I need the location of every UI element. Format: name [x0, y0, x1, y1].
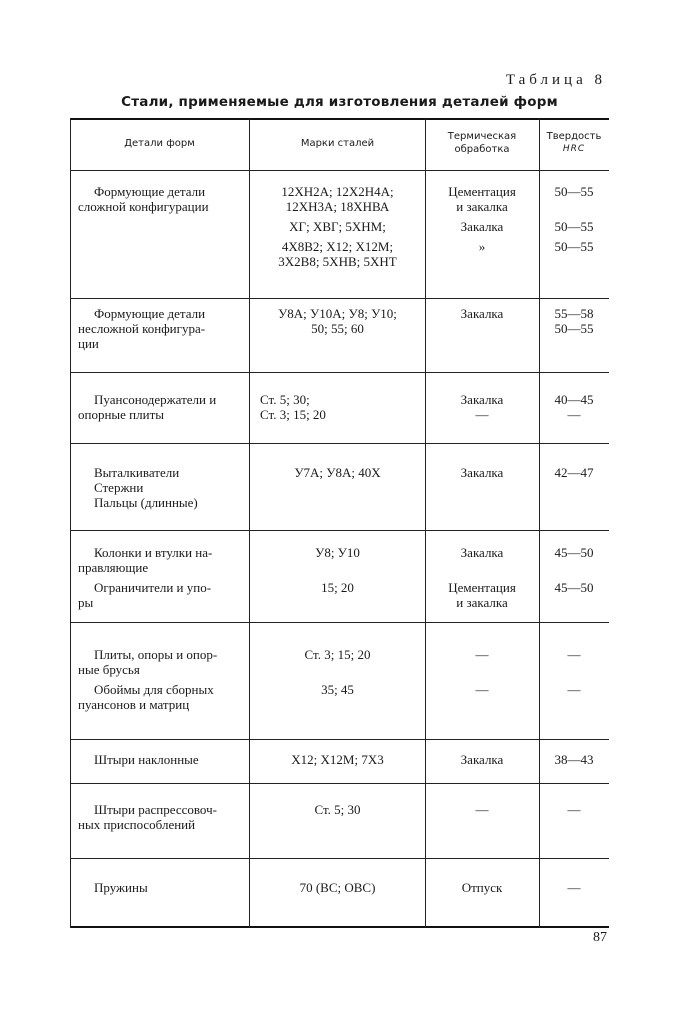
hardness-cell: —: [567, 880, 581, 895]
table-bottom-rule: [70, 926, 609, 928]
grade-cell: У8А; У10А; У8; У10; 50; 55; 60: [278, 306, 397, 336]
steel-table: [70, 118, 609, 928]
row-rule: [70, 622, 609, 623]
table-left-border: [70, 118, 71, 928]
table-label: Таблица 8: [505, 72, 606, 88]
hardness-cell: 42—47: [554, 465, 594, 480]
row-rule: [70, 858, 609, 859]
row-rule: [70, 298, 609, 299]
row-rule: [70, 443, 609, 444]
table-top-rule: [70, 118, 609, 120]
header-treatment: Термическая обработка: [447, 131, 517, 155]
row-rule: [70, 530, 609, 531]
hardness-cell: 38—43: [554, 752, 594, 767]
row-rule: [70, 783, 609, 784]
grade-cell: 70 (ВС; ОВС): [299, 880, 376, 895]
treatment-cell: —: [475, 802, 489, 817]
grade-cell: Ст. 5; 30: [314, 802, 361, 817]
hardness-cell: 45—50 45—50: [554, 545, 594, 595]
treatment-cell: — —: [475, 647, 489, 697]
grade-cell: 12ХН2А; 12Х2Н4А; 12ХН3А; 18ХНВА ХГ; ХВГ; 5ХНМ; 4Х8В2; Х12; Х12М; 3Х2В8; 5ХНВ; 5ХНТ: [278, 184, 397, 269]
treatment-cell: Закалка: [460, 752, 504, 767]
part-cell: Штыри распрессовоч- ных приспособлений: [78, 802, 217, 832]
part-cell: Формующие детали несложной конфигура- ции: [78, 306, 206, 351]
row-rule: [70, 739, 609, 740]
treatment-cell: Цементация и закалка Закалка »: [448, 184, 516, 254]
hardness-cell: —: [567, 802, 581, 817]
treatment-cell: Отпуск: [461, 880, 503, 895]
part-cell: Формующие детали сложной конфигурации: [78, 184, 209, 214]
treatment-cell: Закалка: [460, 306, 504, 321]
treatment-cell: Закалка: [460, 465, 504, 480]
part-cell: Пружины: [94, 880, 148, 895]
table-title: Стали, применяемые для изготовления деталей форм: [121, 94, 558, 110]
part-cell: Колонки и втулки на- правляющие Ограничители и упо- ры: [78, 545, 213, 610]
hardness-cell: 50—55 50—55 50—55: [554, 184, 594, 254]
hardness-cell: 55—58 50—55: [554, 306, 594, 336]
grade-cell: Х12; Х12М; 7Х3: [291, 752, 384, 767]
header-parts: Детали форм: [124, 138, 195, 149]
treatment-cell: Закалка Цементация и закалка: [448, 545, 516, 610]
row-rule: [70, 372, 609, 373]
hardness-cell: — —: [567, 647, 581, 697]
header-grades: Марки сталей: [300, 138, 375, 149]
grade-cell: Ст. 3; 15; 20 35; 45: [304, 647, 371, 697]
grade-cell: Ст. 5; 30; Ст. 3; 15; 20: [260, 392, 326, 422]
page-number: 87: [593, 930, 607, 945]
header-rule: [70, 170, 609, 171]
part-cell: Пуансонодержатели и опорные плиты: [78, 392, 217, 422]
part-cell: Плиты, опоры и опор- ные брусья Обоймы для сборных пуансонов и матриц: [78, 647, 218, 712]
hardness-cell: 40—45 —: [554, 392, 594, 422]
grade-cell: У8; У10 15; 20: [315, 545, 360, 595]
part-cell: Штыри наклонные: [94, 752, 199, 767]
header-hardness: Твердость HRC: [546, 131, 602, 154]
part-cell: Выталкиватели Стержни Пальцы (длинные): [94, 465, 198, 510]
treatment-cell: Закалка —: [460, 392, 504, 422]
grade-cell: У7А; У8А; 40Х: [294, 465, 381, 480]
